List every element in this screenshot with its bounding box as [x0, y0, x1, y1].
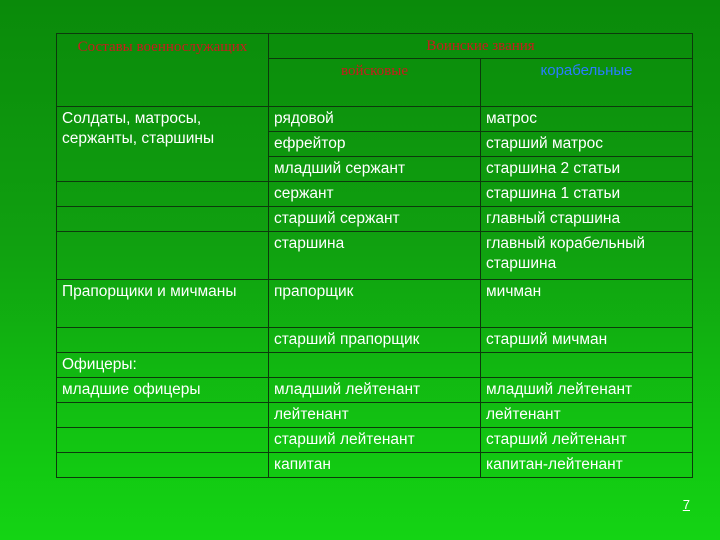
naval-rank-cell: старший мичман [481, 328, 693, 353]
composition-cell: Офицеры: [57, 353, 269, 378]
troop-rank-cell: рядовой [269, 107, 481, 132]
composition-cell [57, 453, 269, 478]
table-row [57, 353, 693, 378]
troop-rank-cell [269, 353, 481, 378]
table-row [57, 453, 693, 478]
table-row [57, 328, 693, 353]
table-row [57, 403, 693, 428]
composition-cell [57, 232, 269, 280]
troop-ranks-header: войсковые [269, 59, 481, 107]
troop-rank-cell: старшина [269, 232, 481, 280]
troop-rank-cell: старший лейтенант [269, 428, 481, 453]
naval-rank-cell [481, 353, 693, 378]
naval-rank-cell: главный старшина [481, 207, 693, 232]
table-row [57, 428, 693, 453]
composition-header: Составы военнослужащих [57, 34, 269, 107]
troop-rank-cell: лейтенант [269, 403, 481, 428]
military-ranks-header: Воинские звания [269, 34, 693, 59]
troop-rank-cell: младший сержант [269, 157, 481, 182]
naval-rank-cell: младший лейтенант [481, 378, 693, 403]
troop-rank-cell: младший лейтенант [269, 378, 481, 403]
composition-cell [57, 182, 269, 207]
table-row [57, 280, 693, 328]
troop-rank-cell: капитан [269, 453, 481, 478]
composition-cell [57, 428, 269, 453]
table-row [57, 182, 693, 207]
naval-rank-cell: старшина 1 статьи [481, 182, 693, 207]
naval-rank-cell: капитан-лейтенант [481, 453, 693, 478]
composition-cell [57, 207, 269, 232]
naval-rank-cell: матрос [481, 107, 693, 132]
troop-rank-cell: прапорщик [269, 280, 481, 328]
composition-cell [57, 403, 269, 428]
table-row [57, 107, 693, 132]
composition-cell: Солдаты, матросы, сержанты, старшины [57, 107, 269, 182]
naval-rank-cell: лейтенант [481, 403, 693, 428]
naval-rank-cell: главный корабельный старшина [481, 232, 693, 280]
composition-cell [57, 328, 269, 353]
naval-rank-cell: старший матрос [481, 132, 693, 157]
table-row [57, 207, 693, 232]
troop-rank-cell: ефрейтор [269, 132, 481, 157]
header-row [57, 34, 693, 59]
table-row [57, 378, 693, 403]
naval-ranks-header: корабельные [481, 59, 693, 107]
naval-rank-cell: мичман [481, 280, 693, 328]
troop-rank-cell: старший прапорщик [269, 328, 481, 353]
slide-number: 7 [682, 497, 690, 512]
troop-rank-cell: старший сержант [269, 207, 481, 232]
troop-rank-cell: сержант [269, 182, 481, 207]
ranks-table [56, 33, 693, 478]
table-row [57, 232, 693, 280]
composition-cell: Прапорщики и мичманы [57, 280, 269, 328]
composition-cell: младшие офицеры [57, 378, 269, 403]
naval-rank-cell: старшина 2 статьи [481, 157, 693, 182]
naval-rank-cell: старший лейтенант [481, 428, 693, 453]
